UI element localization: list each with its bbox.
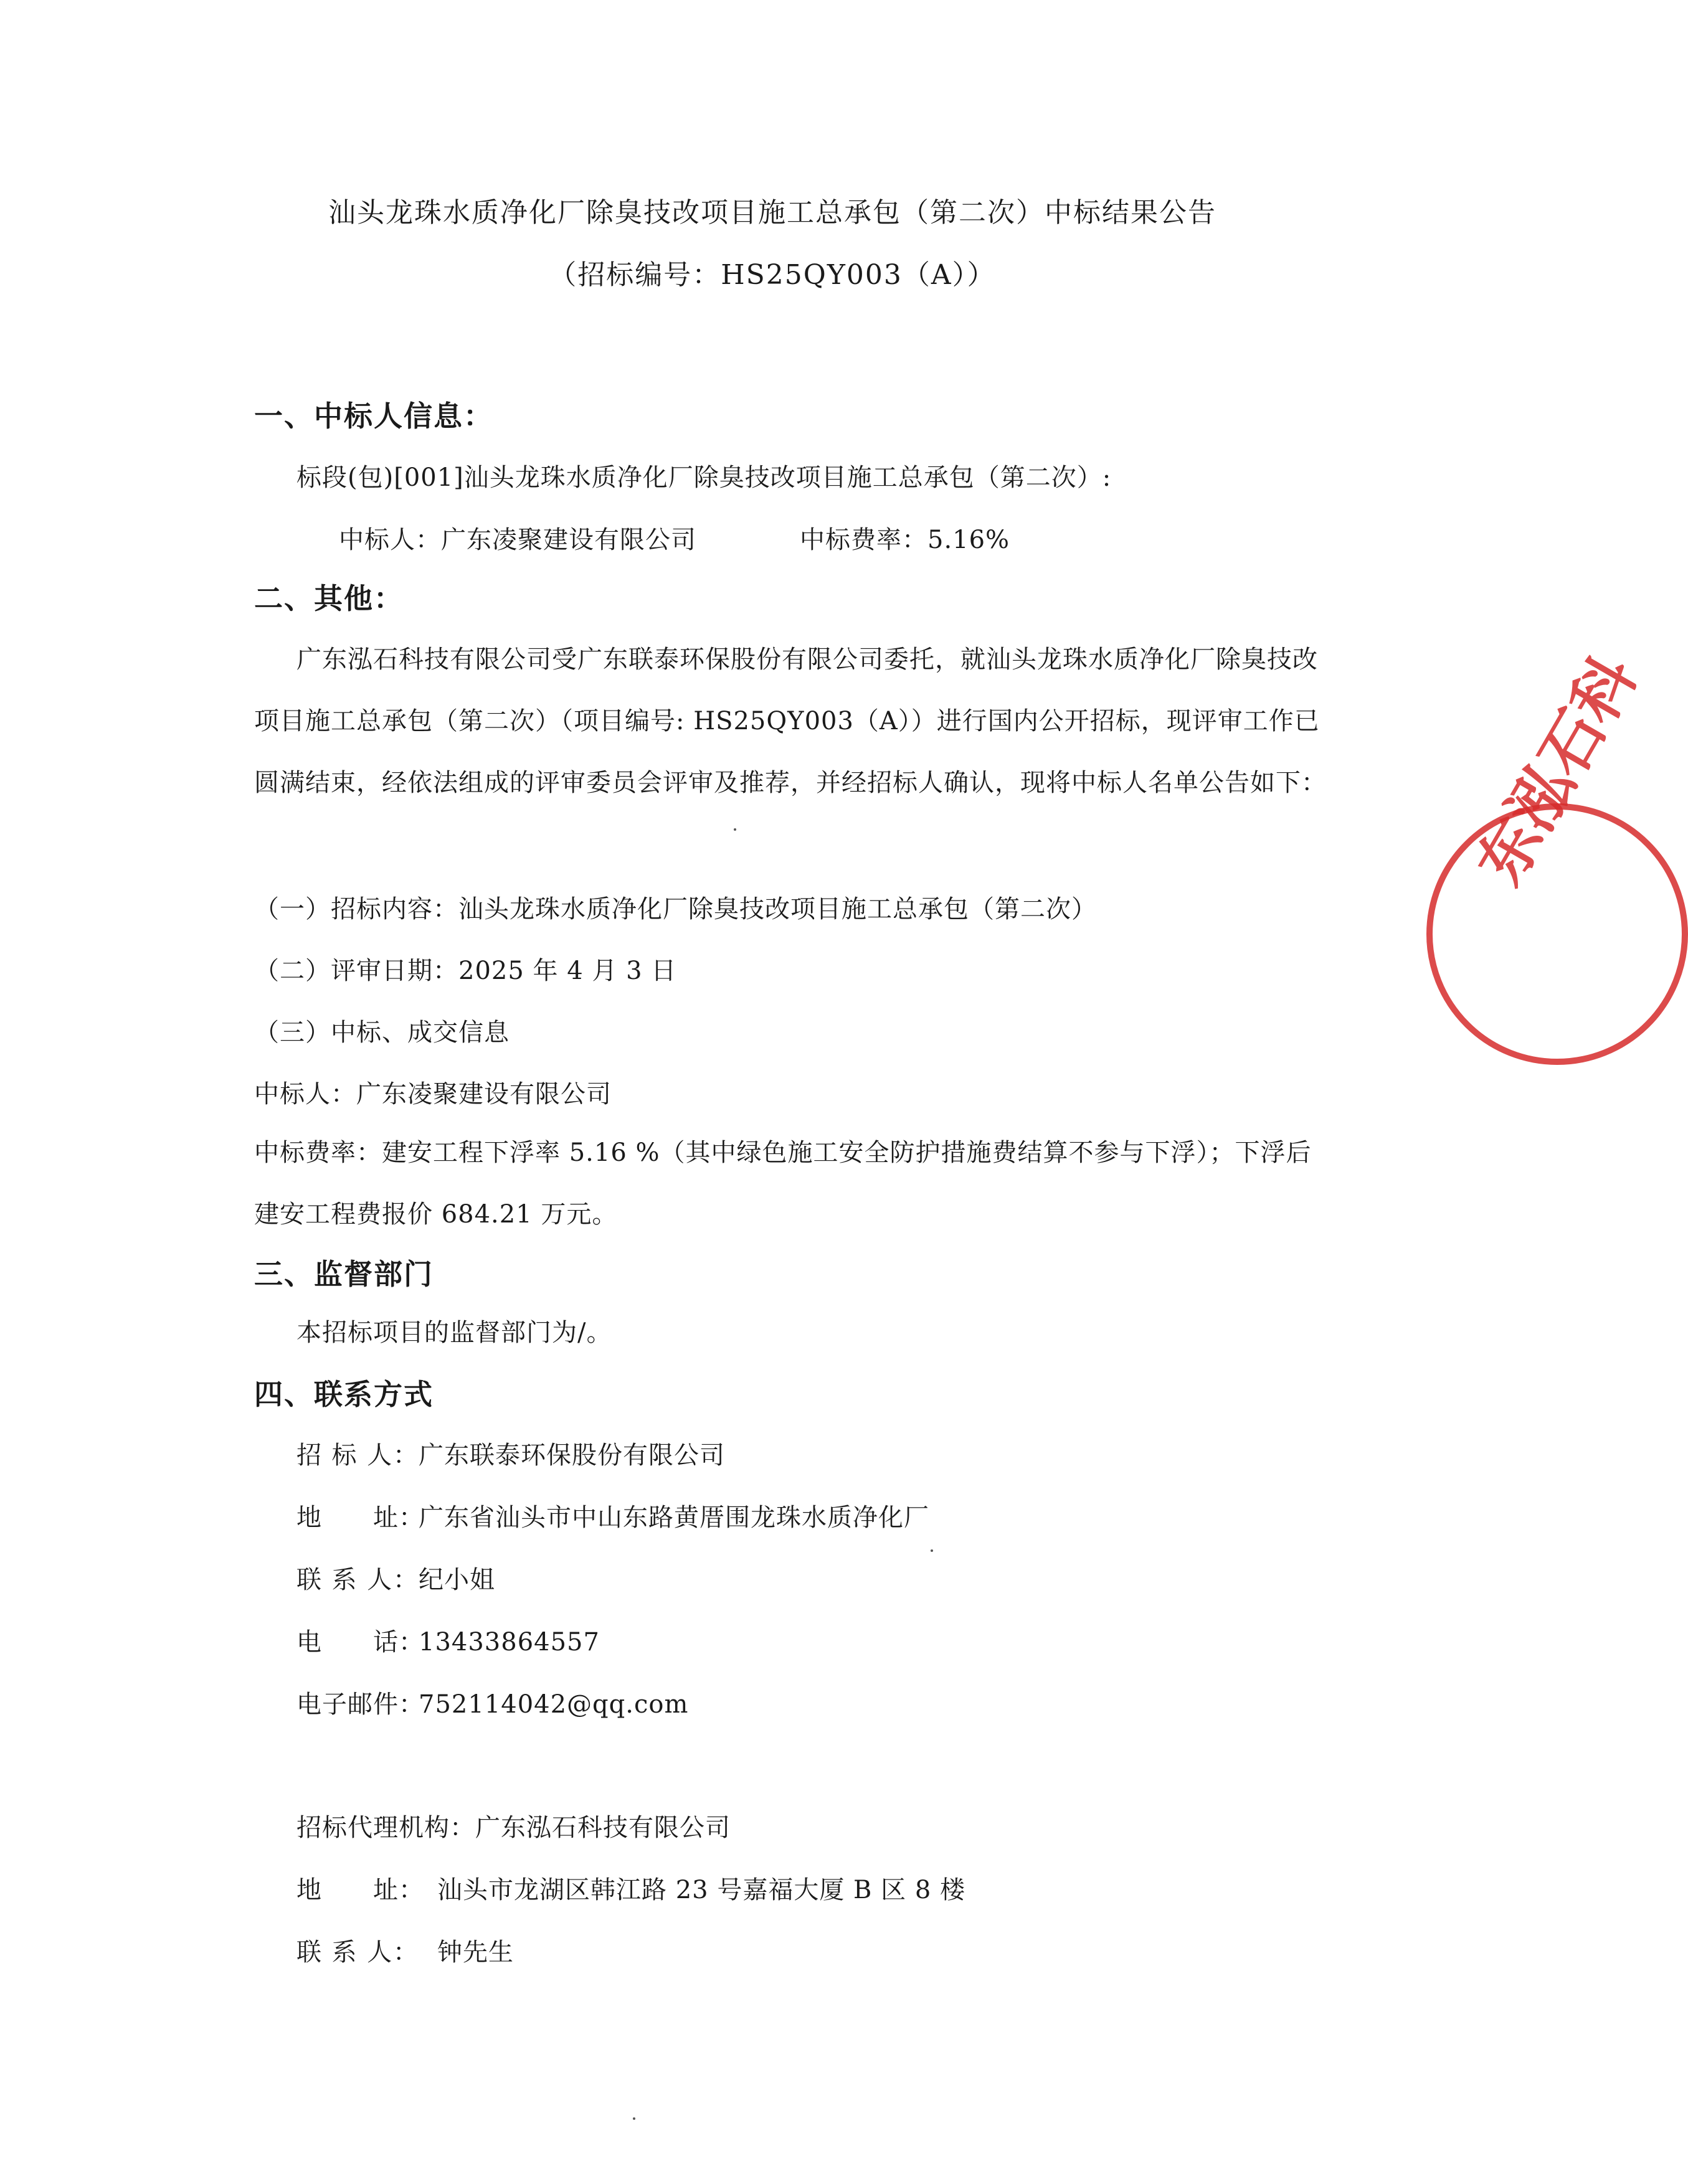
agency-contact-value: 钟先生 [437,1938,514,1967]
seal-text: 东泓石科 [1463,644,1651,897]
phone-value: 13433864557 [419,1628,600,1657]
agency-address-row [296,1870,965,1906]
item-tender-content: （一）招标内容：汕头龙珠水质净化厂除臭技改项目施工总承包（第二次） [254,895,1097,924]
rate-detail: 中标费率：建安工程下浮率 5.16 %（其中绿色施工安全防护措施费结算不参与下浮）；下浮后建安工程费报价 684.21 万元。 [254,1138,1312,1229]
agency-label: 招标代理机构： [296,1813,475,1842]
section-heading-other: 二、其他： [254,582,404,615]
section-heading-supervision: 三、监督部门 [254,1257,434,1291]
agency-contact-row [296,1932,514,1968]
address-row [296,1498,929,1533]
document-title: 汕头龙珠水质净化厂除臭技改项目施工总承包（第二次）中标结果公告 [328,197,1216,229]
scan-speck [633,2117,635,2120]
phone-label: 电 话： [296,1628,424,1657]
agency-contact-label: 联 系 人： [296,1938,419,1967]
tenderer-value: 广东联泰环保股份有限公司 [419,1441,725,1470]
item-winning-info: （三）中标、成交信息 [254,1018,510,1047]
email-value: 752114042@qq.com [419,1690,689,1719]
agency-address-label: 地 址： [296,1876,424,1904]
tender-number: （招标编号：HS25QY003（A）） [549,259,996,291]
email-label: 电子邮件： [296,1690,424,1719]
rate-line: 中标费率：5.16% [800,526,1010,554]
section-heading-contact: 四、联系方式 [254,1378,434,1411]
lot-line: 标段(包)[001]汕头龙珠水质净化厂除臭技改项目施工总承包（第二次）: [296,463,1112,492]
contact-row [296,1560,495,1595]
phone-row [296,1622,600,1658]
contact-value: 纪小姐 [419,1566,495,1594]
address-value: 广东省汕头市中山东路黄厝围龙珠水质净化厂 [419,1503,929,1532]
agency-value: 广东泓石科技有限公司 [475,1813,731,1842]
scan-speck [931,1549,933,1552]
agency-row [296,1808,731,1843]
scan-speck [734,828,736,831]
agency-address-value: 汕头市龙湖区韩江路 23 号嘉福大厦 B 区 8 楼 [437,1876,966,1904]
email-row [296,1685,688,1720]
winner-detail: 中标人：广东凌聚建设有限公司 [254,1080,612,1109]
announcement-paragraph: 广东泓石科技有限公司受广东联泰环保股份有限公司委托，就汕头龙珠水质净化厂除臭技改项目施工总承包（第二次）（项目编号: HS25QY003（A））进行国内公开招标，现评审工作已圆满结束，经依法组成的评审委员会评审及推荐，并经招标人确认，现将中标人名单公告如下： [254,645,1327,797]
contact-label: 联 系 人： [296,1566,419,1594]
section-heading-winner-info: 一、中标人信息： [254,399,493,433]
tenderer-row [296,1435,725,1471]
supervision-text: 本招标项目的监督部门为/。 [296,1318,612,1347]
address-label: 地 址： [296,1503,424,1532]
winner-line: 中标人：广东凌聚建设有限公司 [339,526,696,554]
tenderer-label: 招 标 人： [296,1441,419,1470]
item-review-date: （二）评审日期：2025 年 4 月 3 日 [254,957,677,985]
